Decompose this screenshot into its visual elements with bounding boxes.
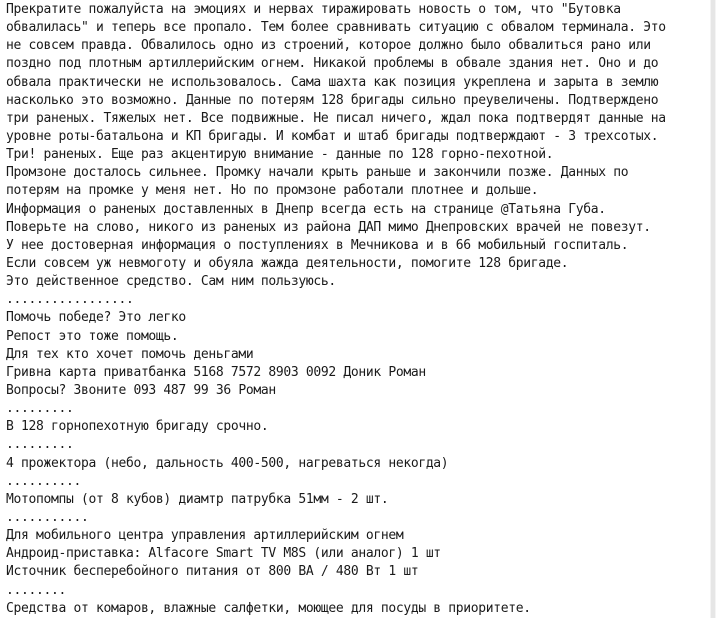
scrollbar-thumb[interactable]	[711, 0, 715, 618]
text-line: потерям на промке у меня нет. Но по промзоне работали плотнее и дольше.	[6, 183, 539, 199]
text-line: три раненых. Тяжелых нет. Все подвижные. Не писал ничего, ждал пока подтвердят данные на	[6, 110, 666, 126]
text-line: поздно под плотным артиллерийским огнем. Никакой проблемы в обвале здания нет. Оно и до	[6, 56, 659, 72]
text-line: обвала практически не использовалось. Сама шахта как позиция укреплена и зарыта в землю	[6, 74, 659, 90]
text-line: Для тех кто хочет помочь деньгами	[6, 346, 254, 362]
separator-line: ........	[6, 582, 66, 598]
text-line: Репост это тоже помощь.	[6, 328, 179, 344]
phone-line: Вопросы? Звоните 093 487 99 36 Роман	[6, 382, 276, 398]
text-line: уровне роты-батальона и КП бригады. И комбат и штаб бригады подтверждают - 3 трехсотых.	[6, 128, 659, 144]
text-line: Мотопомпы (от 8 кубов) диамтр патрубка 51мм - 2 шт.	[6, 491, 389, 507]
text-line: Если совсем уж невмоготу и обуяла жажда деятельности, помогите 128 бригаде.	[6, 255, 569, 271]
text-line: Для мобильного центра управления артиллерийским огнем	[6, 528, 404, 544]
text-line: В 128 горнопехотную бригаду срочно.	[6, 419, 269, 435]
text-line: насколько это возможно. Данные по потерям 128 бригады сильно преувеличены. Подтверждено	[6, 92, 659, 108]
text-line: Промзоне досталось сильнее. Промку начали крыть раньше и закончили позже. Данных по	[6, 165, 629, 181]
text-line: У нее достоверная информация о поступлениях в Мечникова и в 66 мобильный госпиталь.	[6, 237, 629, 253]
text-line: Средства от комаров, влажные салфетки, моющее для посуды в приоритете.	[6, 600, 531, 616]
separator-line: ...........	[6, 509, 89, 525]
text-line: Источник бесперебойного питания от 800 ВА / 480 Вт 1 шт	[6, 564, 419, 580]
text-line: Поверьте на слово, никого из раненых из района ДАП мимо Днепровских врачей не повезут.	[6, 219, 651, 235]
text-line: Андроид-приставка: Alfacore Smart TV M8S (или аналог) 1 шт	[6, 546, 441, 562]
text-line: Три! раненых. Еще раз акцентирую внимание - данные по 128 горно-пехотной.	[6, 147, 554, 163]
text-line: Это действенное средство. Сам ним пользуюсь.	[6, 274, 336, 290]
separator-line: ..........	[6, 473, 81, 489]
text-line: не совсем правда. Обвалилось одно из строений, которое должно было обвалиться рано или	[6, 38, 651, 54]
vertical-scrollbar[interactable]	[710, 0, 716, 618]
card-number-line: Гривна карта приватбанка 5168 7572 8903 0092 Доник Роман	[6, 364, 426, 380]
separator-line: .................	[6, 292, 134, 308]
separator-line: .........	[6, 437, 74, 453]
text-line: Помочь победе? Это легко	[6, 310, 186, 326]
separator-line: .........	[6, 401, 74, 417]
text-line: 4 прожектора (небо, дальность 400-500, нагреваться некогда)	[6, 455, 449, 471]
text-line: Прекратите пожалуйста на эмоциях и нервах тиражировать новость о том, что "Бутовка	[6, 2, 621, 17]
text-line: обвалилась" и теперь все пропало. Тем более сравнивать ситуацию с обвалом терминала. Это	[6, 20, 666, 36]
text-line: Информация о раненых доставленных в Днепр всегда есть на странице @Татьяна Губа.	[6, 201, 606, 217]
